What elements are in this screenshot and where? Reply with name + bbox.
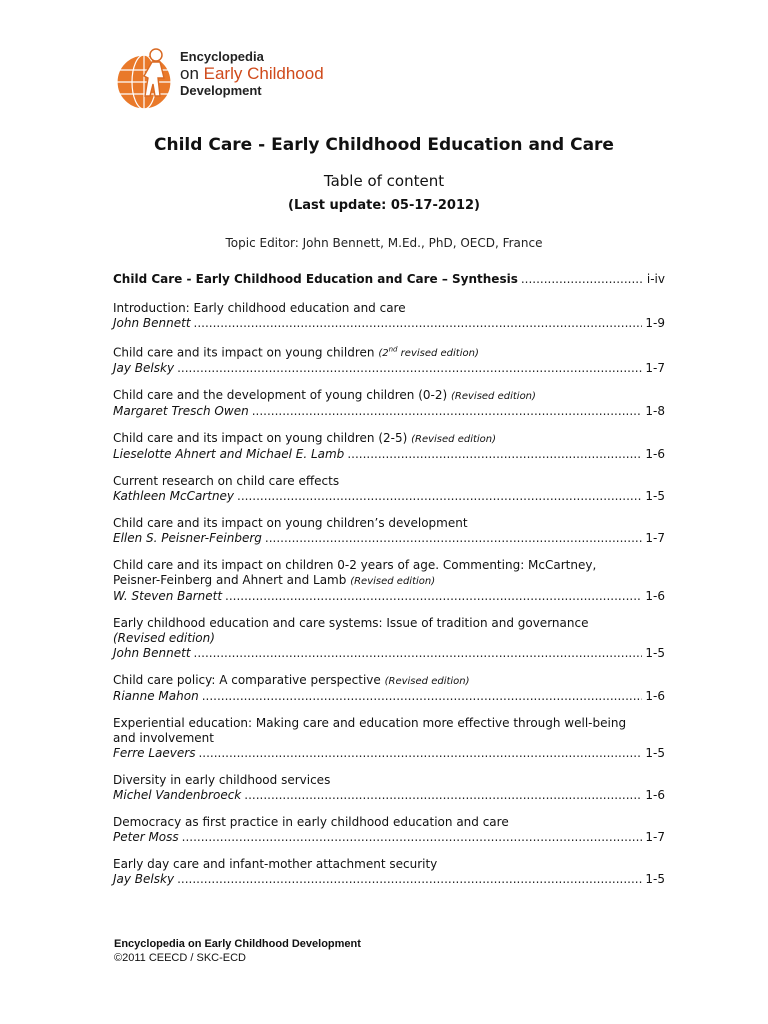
toc-entry[interactable] bbox=[113, 516, 665, 546]
toc-pages: 1-5 bbox=[645, 872, 665, 887]
toc-entry-title: Democracy as first practice in early childhood education and care bbox=[113, 815, 509, 830]
toc-pages: 1-7 bbox=[645, 361, 665, 376]
toc-entry-edition: (Revised edition) bbox=[451, 391, 536, 403]
toc-author-line bbox=[113, 489, 665, 504]
edition-superscript: nd bbox=[388, 346, 398, 354]
toc-pages: 1-6 bbox=[645, 589, 665, 604]
toc-author-line bbox=[113, 830, 665, 845]
logo-line-2-accent: Early Childhood bbox=[203, 64, 324, 83]
logo-wordmark bbox=[180, 50, 324, 97]
leader-dots bbox=[177, 872, 642, 887]
toc-author: Ferre Laevers bbox=[113, 746, 196, 761]
logo-line-2-prefix: on bbox=[180, 64, 204, 83]
toc-entry-title-line-2: Peisner-Feinberg and Ahnert and Lamb bbox=[113, 573, 347, 588]
toc-author: Rianne Mahon bbox=[113, 689, 199, 704]
leader-dots bbox=[202, 689, 643, 704]
leader-dots bbox=[177, 361, 642, 376]
toc-pages: 1-6 bbox=[645, 447, 665, 462]
toc-entry-title-row bbox=[113, 388, 665, 404]
toc-author: Ellen S. Peisner-Feinberg bbox=[113, 531, 262, 546]
leader-dots bbox=[244, 788, 642, 803]
toc-entry-title: Child care policy: A comparative perspective bbox=[113, 673, 381, 688]
toc-author-line bbox=[113, 689, 665, 704]
toc-entry[interactable] bbox=[113, 431, 665, 462]
toc-entry-title: Child care and its impact on young children bbox=[113, 345, 375, 360]
toc-author-line bbox=[113, 316, 665, 331]
toc-author: John Bennett bbox=[113, 316, 191, 330]
page-footer bbox=[114, 937, 361, 965]
toc-entry-edition: (Revised edition) bbox=[384, 676, 470, 688]
toc-pages: 1-8 bbox=[645, 404, 665, 419]
toc-entry-title: Introduction: Early childhood education and care bbox=[113, 301, 406, 315]
toc-author-line bbox=[113, 531, 665, 546]
document-subtitle: Table of content bbox=[323, 172, 445, 190]
logo-line-2 bbox=[180, 65, 324, 82]
toc-author-line bbox=[113, 646, 665, 661]
toc-synthesis-line bbox=[113, 272, 665, 287]
toc-pages: 1-5 bbox=[645, 746, 665, 761]
toc-entry-title: Diversity in early childhood services bbox=[113, 773, 331, 788]
edition-part: revised edition) bbox=[397, 348, 479, 360]
toc-pages: 1-5 bbox=[645, 646, 665, 661]
toc-author: Jay Belsky bbox=[113, 361, 175, 376]
toc-author: Michel Vandenbroeck bbox=[113, 788, 242, 803]
toc-entry[interactable] bbox=[113, 716, 665, 761]
toc-entry[interactable] bbox=[113, 343, 665, 376]
toc-entry-edition bbox=[378, 348, 479, 359]
toc-author: Peter Moss bbox=[113, 830, 179, 845]
toc-entry-title: Child care and the development of young children (0-2) bbox=[113, 388, 448, 403]
toc-entry-title: Early day care and infant-mother attachment security bbox=[113, 857, 438, 872]
leader-dots bbox=[347, 447, 642, 462]
toc-pages: 1-7 bbox=[645, 531, 665, 546]
toc-entry-title-row bbox=[113, 343, 665, 361]
toc-author: Margaret Tresch Owen bbox=[113, 404, 249, 419]
toc-entry-title-row bbox=[113, 673, 665, 689]
toc-entry-edition: (Revised edition) bbox=[113, 631, 215, 646]
toc-synthesis-label: Child Care - Early Childhood Education and Care – Synthesis bbox=[113, 272, 518, 286]
edition-part: (2 bbox=[378, 348, 389, 360]
toc-entry-title: Child care and its impact on young children (2-5) bbox=[113, 431, 408, 446]
toc-author: Kathleen McCartney bbox=[113, 489, 235, 504]
leader-dots bbox=[265, 531, 643, 546]
toc-author-line bbox=[113, 589, 665, 604]
toc-author-line bbox=[113, 447, 665, 462]
encyclopedia-logo bbox=[114, 44, 334, 114]
toc-entry[interactable] bbox=[113, 673, 665, 704]
toc-entry[interactable] bbox=[113, 474, 665, 504]
toc-author-line bbox=[113, 788, 665, 803]
footer-copyright: ©2011 CEECD / SKC-ECD bbox=[114, 952, 246, 964]
toc-entry-title-row bbox=[113, 573, 665, 589]
toc-entry[interactable] bbox=[113, 857, 665, 887]
footer-publication: Encyclopedia on Early Childhood Development bbox=[114, 938, 361, 950]
toc-entry[interactable] bbox=[113, 616, 665, 661]
leader-dots bbox=[521, 272, 644, 287]
toc-author: Lieselotte Ahnert and Michael E. Lamb bbox=[113, 447, 345, 462]
toc-entry[interactable] bbox=[113, 773, 665, 803]
toc-entry-title: Child care and its impact on young children’s development bbox=[113, 516, 468, 531]
toc-entry-title-line-2: and involvement bbox=[113, 731, 214, 746]
toc-pages: 1-9 bbox=[645, 316, 665, 330]
leader-dots bbox=[194, 316, 643, 331]
toc-author: W. Steven Barnett bbox=[113, 589, 223, 604]
last-update: (Last update: 05-17-2012) bbox=[288, 198, 480, 213]
table-of-contents bbox=[113, 272, 665, 899]
toc-pages: 1-5 bbox=[645, 489, 665, 504]
toc-entry[interactable] bbox=[113, 815, 665, 845]
toc-pages: 1-6 bbox=[645, 689, 665, 704]
toc-entry[interactable] bbox=[113, 558, 665, 604]
toc-entry[interactable] bbox=[113, 388, 665, 419]
toc-entry-title-line-1: Experiential education: Making care and education more effective through well-being bbox=[113, 716, 627, 731]
leader-dots bbox=[182, 830, 643, 845]
toc-author-line bbox=[113, 404, 665, 419]
leader-dots bbox=[198, 746, 642, 761]
leader-dots bbox=[194, 646, 643, 661]
toc-author: John Bennett bbox=[113, 646, 191, 661]
toc-pages: i-iv bbox=[646, 272, 665, 286]
toc-entry-title-row bbox=[113, 431, 665, 447]
toc-pages: 1-6 bbox=[645, 788, 665, 803]
leader-dots bbox=[237, 489, 642, 504]
toc-entry-title: Early childhood education and care systems: Issue of tradition and governance bbox=[113, 616, 589, 631]
document-title: Child Care - Early Childhood Education and Care bbox=[154, 135, 614, 155]
logo-line-3: Development bbox=[180, 83, 262, 98]
toc-author-line bbox=[113, 361, 665, 376]
toc-author: Jay Belsky bbox=[113, 872, 175, 887]
topic-editor: Topic Editor: John Bennett, M.Ed., PhD, OECD, France bbox=[225, 236, 543, 250]
toc-author-line bbox=[113, 872, 665, 887]
toc-pages: 1-7 bbox=[645, 830, 665, 845]
globe-child-logo-icon bbox=[114, 44, 176, 114]
leader-dots bbox=[252, 404, 643, 419]
leader-dots bbox=[225, 589, 642, 604]
toc-entry-title-line-1: Child care and its impact on children 0-2 years of age. Commenting: McCartney, bbox=[113, 558, 597, 573]
toc-entry-edition: (Revised edition) bbox=[350, 576, 436, 588]
toc-entry-synthesis[interactable] bbox=[113, 272, 665, 287]
toc-author-line bbox=[113, 746, 665, 761]
toc-entry-edition: (Revised edition) bbox=[411, 434, 497, 446]
toc-entry-title: Current research on child care effects bbox=[113, 474, 340, 489]
logo-line-1: Encyclopedia bbox=[180, 49, 264, 64]
toc-entry[interactable] bbox=[113, 301, 665, 331]
